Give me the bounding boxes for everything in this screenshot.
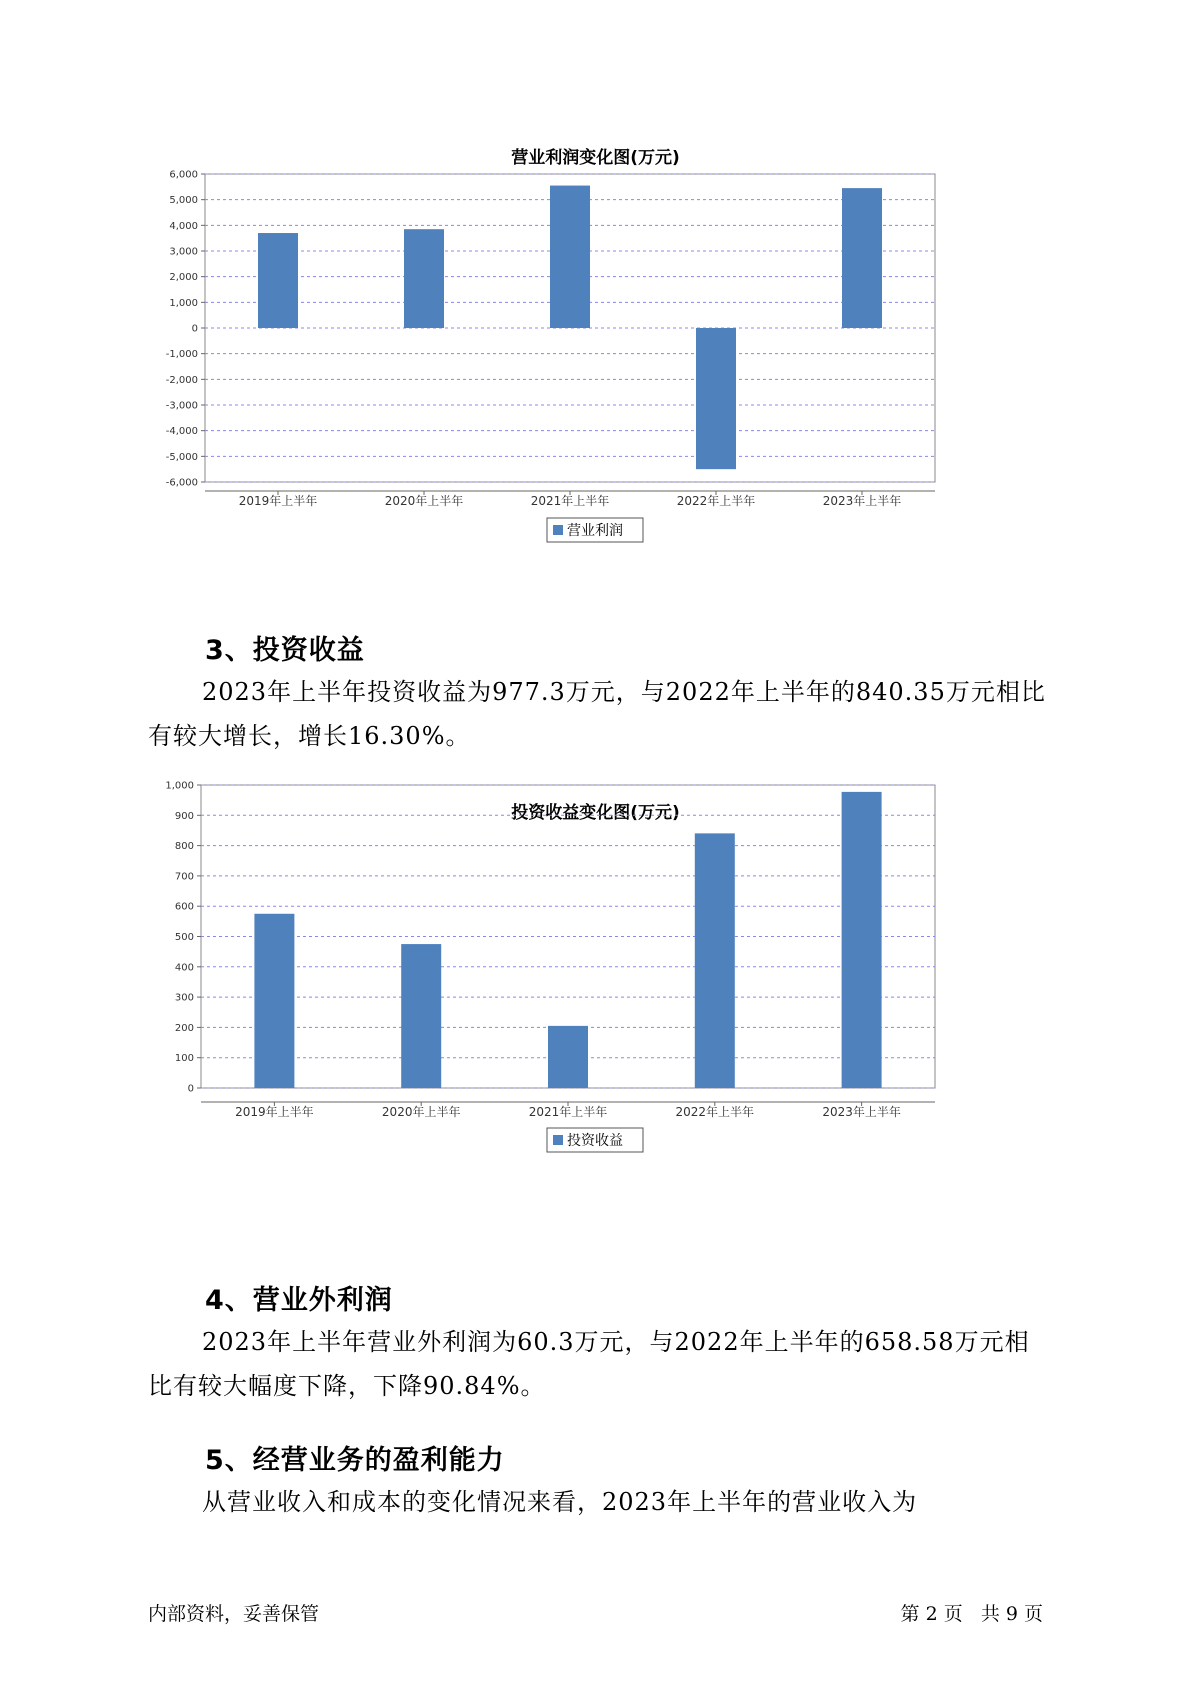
y-tick-label: -3,000 [165,400,198,412]
y-tick-label: 200 [174,1022,194,1034]
y-tick-label: -1,000 [165,349,198,361]
section-5-heading: 5、经营业务的盈利能力 [205,1445,505,1476]
y-tick-label: 600 [174,901,194,913]
y-tick-label: 0 [191,323,198,335]
y-tick-label: 100 [174,1053,194,1065]
operating-profit-chart-title: 营业利润变化图(万元) [511,148,680,168]
bar [842,792,882,1088]
y-tick-label: 500 [174,932,194,943]
investment-income-chart-title: 投资收益变化图(万元) [511,803,680,823]
bar [550,186,590,328]
y-tick-label: 400 [174,962,194,974]
x-tick-label: 2019年上半年 [235,1105,314,1119]
y-tick-label: -6,000 [165,477,198,489]
y-tick-label: 700 [174,871,194,883]
y-tick-label: 300 [174,992,194,1004]
y-tick-label: 900 [174,810,194,822]
bar [696,328,736,469]
bar [401,944,441,1088]
section-3-paragraph: 2023年上半年投资收益为977.3万元，与2022年上半年的840.35万元相比有较大增长，增长16.30%。 [148,678,1046,750]
section-5-paragraph: 从营业收入和成本的变化情况来看，2023年上半年的营业收入为 [202,1488,918,1516]
footer-page-number: 第 2 页 共 9 页 [900,1603,1043,1625]
y-tick-label: 3,000 [169,246,198,258]
section-4-paragraph: 2023年上半年营业外利润为60.3万元，与2022年上半年的658.58万元相比有较大幅度下降，下降90.84%。 [148,1328,1030,1400]
bar [842,188,882,328]
x-tick-label: 2020年上半年 [381,1105,461,1119]
x-tick-label: 2022年上半年 [676,494,756,508]
y-tick-label: -4,000 [165,426,198,438]
x-tick-label: 2019年上半年 [238,494,318,508]
bar [695,833,735,1088]
bar [258,233,298,328]
y-tick-label: -5,000 [165,451,198,463]
y-tick-label: 1,000 [165,780,194,792]
y-tick-label: 6,000 [169,169,198,181]
x-tick-label: 2021年上半年 [528,1105,608,1119]
x-tick-label: 2023年上半年 [822,1105,901,1119]
y-tick-label: -2,000 [165,374,198,386]
x-tick-label: 2021年上半年 [530,494,610,508]
legend-label: 营业利润 [567,523,623,539]
x-tick-label: 2022年上半年 [675,1105,755,1119]
bar [254,914,294,1088]
x-tick-label: 2023年上半年 [822,494,902,508]
legend-label: 投资收益 [567,1133,623,1149]
x-tick-label: 2020年上半年 [384,494,464,508]
y-tick-label: 5,000 [169,195,198,207]
y-tick-label: 2,000 [169,272,198,284]
footer-left: 内部资料，妥善保管 [148,1603,320,1625]
section-4-heading: 4、营业外利润 [205,1285,393,1316]
operating-profit-chart [0,160,1191,580]
bar [404,229,444,328]
y-tick-label: 0 [187,1083,194,1095]
y-tick-label: 1,000 [169,297,198,309]
y-tick-label: 4,000 [169,220,198,232]
section-3-heading: 3、投资收益 [205,635,365,666]
legend-swatch [553,525,563,535]
y-tick-label: 800 [174,841,194,853]
bar [548,1026,588,1088]
legend-swatch [553,1135,563,1145]
